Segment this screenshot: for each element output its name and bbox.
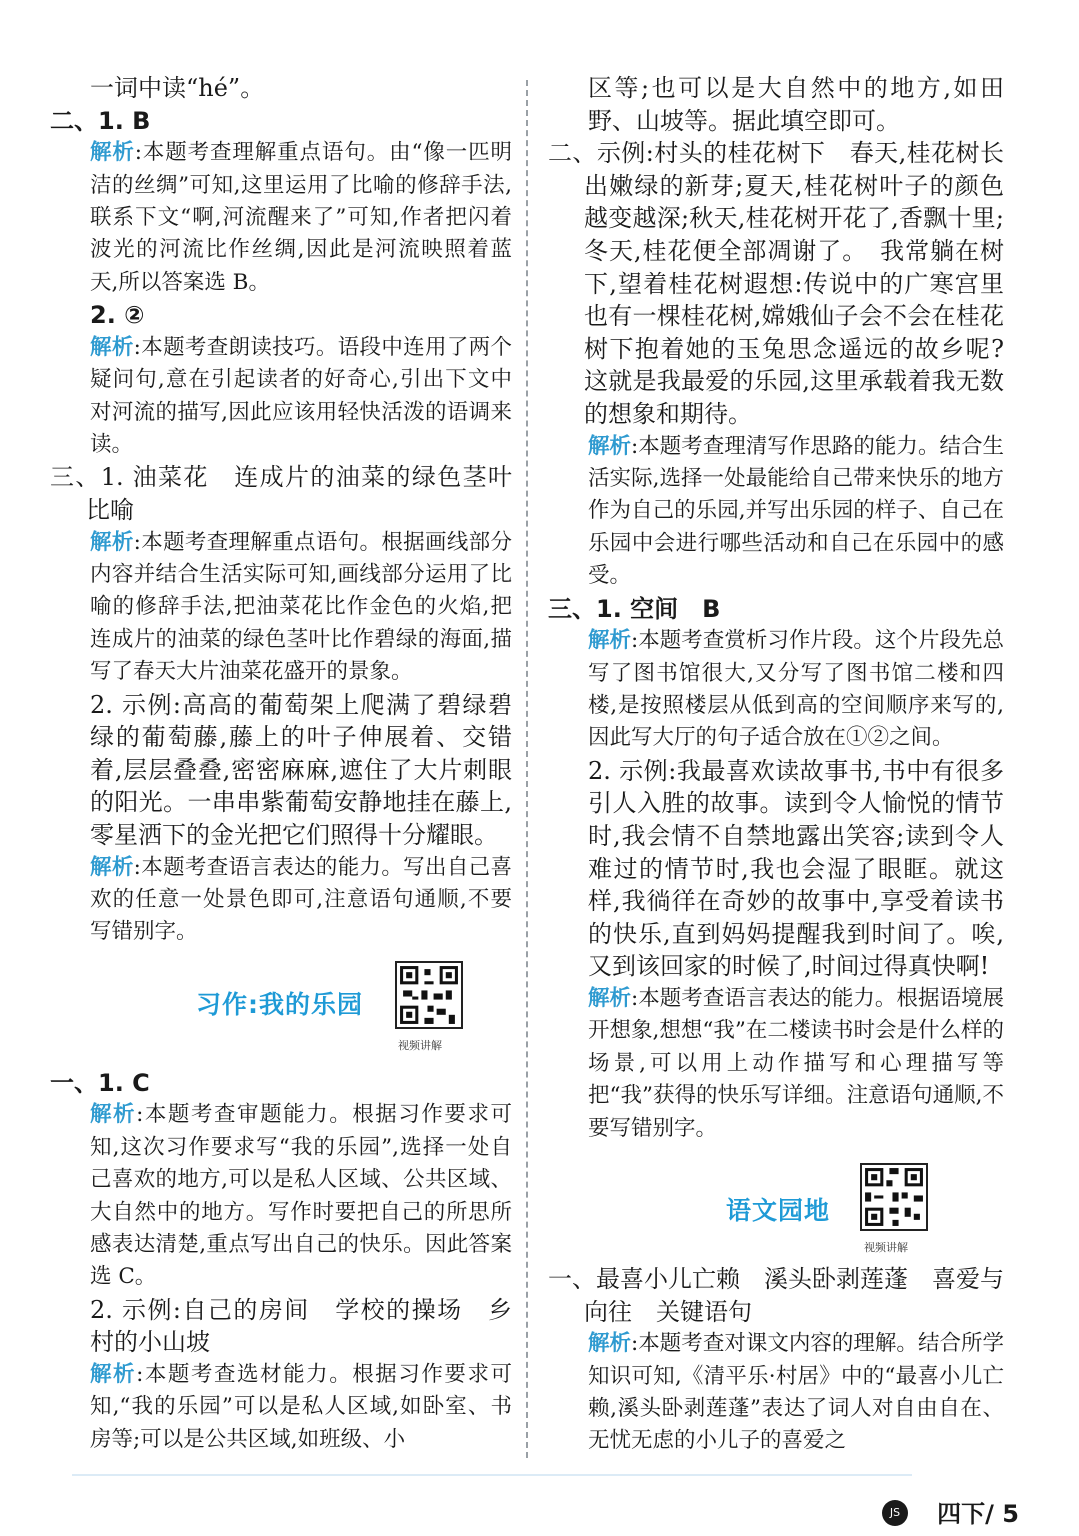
- left-top-line: 一词中读“hé”。: [90, 74, 265, 102]
- analysis-tag: 解析: [90, 140, 135, 166]
- analysis-tag: 解析: [90, 1102, 137, 1128]
- footer-rule: [72, 1474, 912, 1476]
- analysis-tag: 解析: [90, 1362, 137, 1388]
- qr-caption: 视频讲解: [864, 1240, 908, 1254]
- section-3-head: 三、1. 油菜花 连成片的油菜的绿色茎叶比喻: [50, 463, 512, 525]
- question-2: 2. 示例:我最喜欢读故事书,书中有很多引人入胜的故事。读到令人愉悦的情节时,我会情不自禁地露出笑容;读到令人难过的情节时,我也会湿了眼眶。就这样,我徜徉在奇妙的故事中,享受着读书的快乐,直到妈妈提醒我到时间了。唉,又到该回家的时候了,时间过得真快啊!: [588, 756, 1004, 981]
- analysis: 解析:本题考查理解重点语句。由“像一匹明洁的丝绸”可知,这里运用了比喻的修辞手法,联系下文“啊,河流醒来了”可知,作者把闪着波光的河流比作丝绸,因此是河流映照着蓝天,所以答案选 B。: [90, 140, 512, 295]
- section-2-head: 二、示例:村头的桂花树下 春天,桂花树长出嫩绿的新芽;夏天,桂花树叶子的颜色越变越深;秋天,桂花树开花了,香飘十里;冬天,桂花便全部凋谢了。 我常躺在树下,望着桂花树遐想:传说中的广寒宫里也有一棵桂花树,嫦娥仙子会不会在桂花树下抱着她的玉兔思念遥远的故乡呢? 这就是我最爱的乐园,这里承载着我无数的想象和期待。: [548, 139, 1028, 428]
- analysis-tag: 解析: [588, 433, 632, 459]
- section-4-head: 一、1. C: [50, 1068, 150, 1097]
- section-title: 语文园地: [726, 1195, 831, 1225]
- right-column: [548, 72, 1028, 1458]
- analysis: 解析:本题考查选材能力。根据习作要求可知,“我的乐园”可以是私人区域,如卧室、书房等;可以是公共区域,如班级、小: [90, 1362, 512, 1452]
- analysis: 解析:本题考查朗读技巧。语段中连用了两个疑问句,意在引起读者的好奇心,引出下文中对河流的描写,因此应该用轻快活泼的语调来读。: [90, 334, 512, 458]
- qr-code-icon[interactable]: [860, 1163, 928, 1231]
- left-column: [50, 72, 512, 1456]
- section-title: 习作:我的乐园: [196, 989, 363, 1019]
- section-4-head: 一、最喜小儿亡赖 溪头卧剥莲蓬 喜爱与向往 关键语句: [548, 1264, 1004, 1326]
- analysis-tag: 解析: [588, 985, 632, 1011]
- analysis: 解析:本题考查语言表达的能力。根据语境展开想象,想想“我”在二楼读书时会是什么样的场景,可以用上动作描写和心理描写等把“我”获得的快乐写详细。注意语句通顺,不要写错别字。: [588, 985, 1004, 1141]
- analysis-tag: 解析: [588, 1331, 632, 1357]
- section-3-head: 三、1. 空间 B: [548, 594, 721, 623]
- section-header-garden: [548, 1149, 1004, 1257]
- analysis-tag: 解析: [90, 334, 134, 360]
- analysis: 解析:本题考查审题能力。根据习作要求可知,这次习作要求写“我的乐园”,选择一处自己喜欢的地方,可以是私人区域、公共区域、大自然中的地方。写作时要把自己的所思所感表达清楚,重点写出自己的快乐。因此答案选 C。: [90, 1102, 512, 1290]
- section-2-head: 二、1. B: [50, 106, 151, 135]
- question-2: 2. 示例:自己的房间 学校的操场 乡村的小山坡: [90, 1295, 512, 1357]
- right-top-line: 区等;也可以是大自然中的地方,如田野、山坡等。据此填空即可。: [588, 74, 1004, 135]
- analysis-tag: 解析: [588, 628, 632, 654]
- analysis-tag: 解析: [90, 854, 134, 880]
- page-number: 四下/ 5: [937, 1500, 1019, 1528]
- qr-code-icon[interactable]: [395, 961, 463, 1029]
- analysis: 解析:本题考查对课文内容的理解。结合所学知识可知,《清平乐·村居》中的“最喜小儿亡赖,溪头卧剥莲蓬”表达了词人对自由自在、无忧无虑的小儿子的喜爱之: [588, 1331, 1004, 1454]
- question-2: 2. ②: [90, 301, 145, 330]
- qr-caption: 视频讲解: [398, 1038, 442, 1052]
- analysis: 解析:本题考查理解重点语句。根据画线部分内容并结合生活实际可知,画线部分运用了比喻的修辞手法,把油菜花比作金色的火焰,把连成片的油菜的绿色茎叶比作碧绿的海面,描写了春天大片油菜花盛开的景象。: [90, 529, 512, 685]
- edition-badge: JS: [882, 1500, 908, 1526]
- analysis: 解析:本题考查语言表达的能力。写出自己喜欢的任意一处景色即可,注意语句通顺,不要写错别字。: [90, 854, 512, 945]
- section-header-writing: [50, 953, 512, 1061]
- analysis: 解析:本题考查理清写作思路的能力。结合生活实际,选择一处最能给自己带来快乐的地方作为自己的乐园,并写出乐园的样子、自己在乐园中会进行哪些活动和自己在乐园中的感受。: [588, 433, 1004, 589]
- column-divider: [526, 80, 528, 1458]
- question-2: 2. 示例:高高的葡萄架上爬满了碧绿碧绿的葡萄藤,藤上的叶子伸展着、交错着,层层叠叠,密密麻麻,遮住了大片刺眼的阳光。一串串紫葡萄安静地挂在藤上,零星洒下的金光把它们照得十分耀眼。: [90, 690, 512, 850]
- analysis-tag: 解析: [90, 529, 134, 555]
- analysis: 解析:本题考查赏析习作片段。这个片段先总写了图书馆很大,又分写了图书馆二楼和四楼,是按照楼层从低到高的空间顺序来写的,因此写大厅的句子适合放在①②之间。: [588, 628, 1004, 751]
